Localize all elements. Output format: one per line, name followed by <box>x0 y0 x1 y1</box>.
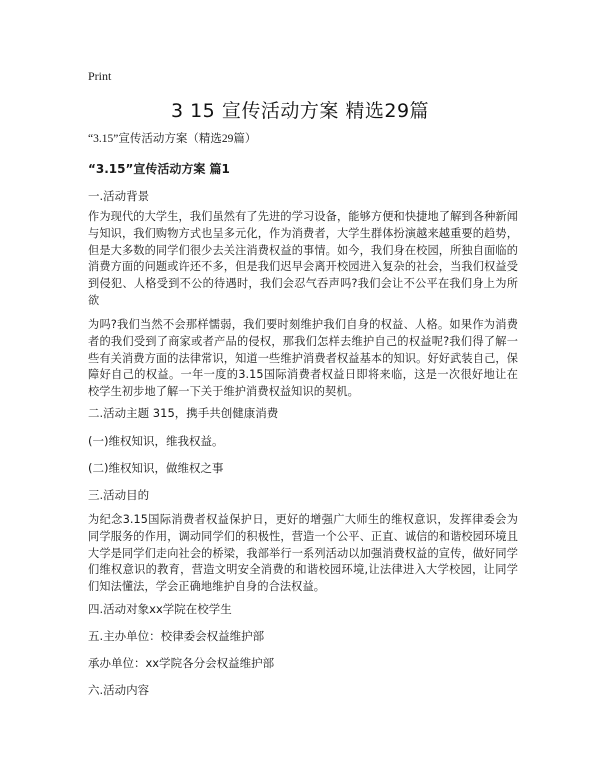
heading-purpose: 三.活动目的 <box>88 488 150 502</box>
document-subtitle: “3.15”宣传活动方案（精选29篇） <box>88 133 257 145</box>
heading-theme: 二.活动主题 315，携手共创健康消费 <box>88 406 279 420</box>
organizer-line: 承办单位：xx学院各分会权益维护部 <box>88 656 275 670</box>
theme-item-1: (一)维权知识，维我权益。 <box>88 434 224 448</box>
page-title: 3 15 宣传活动方案 精选29篇 <box>170 100 430 122</box>
heading-content: 六.活动内容 <box>88 683 150 697</box>
heading-target: 四.活动对象xx学院在校学生 <box>88 602 232 616</box>
print-label: Print <box>88 69 112 83</box>
paragraph-background-2: 为吗?我们当然不会那样懦弱，我们要时刻维护我们自身的权益、人格。如果作为消费者的我们受到了商家或者产品的侵权，那我们怎样去维护自己的权益呢?我们得了解一些有关消费方面的法律常识，知道一些维护消费者权益基本的知识。好好武装自己，保障好自己的权益。一年一度的3.15国际消费者权益日即将来临，这是一次很好地让在校学生初步地了解一下关于维护消费权益知识的契机。 <box>88 318 518 399</box>
paragraph-purpose: 为纪念3.15国际消费者权益保护日，更好的增强广大师生的维权意识，发挥律委会为同学服务的作用，调动同学们的积极性，营造一个公平、正直、诚信的和谐校园环境且大学是同学们走向社会的桥梁，我部举行一系列活动以加强消费权益的宣传，做好同学们维权意识的教育，营造文明安全消费的和谐校园环境,让法律进入大学校园，让同学们知法懂法，学会正确地维护自身的合法权益。 <box>88 513 518 594</box>
heading-organizer: 五.主办单位：校律委会权益维护部 <box>88 629 265 643</box>
section-heading: “3.15”宣传活动方案 篇1 <box>88 162 230 176</box>
paragraph-background-1: 作为现代的大学生，我们虽然有了先进的学习设备，能够方便和快捷地了解到各种新闻与知识，我们购物方式也呈多元化，作为消费者，大学生群体扮演越来越重要的趋势，但是大多数的同学们很少去关注消费权益的事情。如今，我们身在校园，所独自面临的消费方面的问题或许还不多，但是我们迟早会离开校园进入复杂的社会，当我们权益受到侵犯、人格受到不公的待遇时，我们会忍气吞声吗?我们会让不公平在我们身上为所欲 <box>88 210 518 307</box>
theme-item-2: (二)维权知识，做维权之事 <box>88 461 224 475</box>
heading-background: 一.活动背景 <box>88 189 150 203</box>
